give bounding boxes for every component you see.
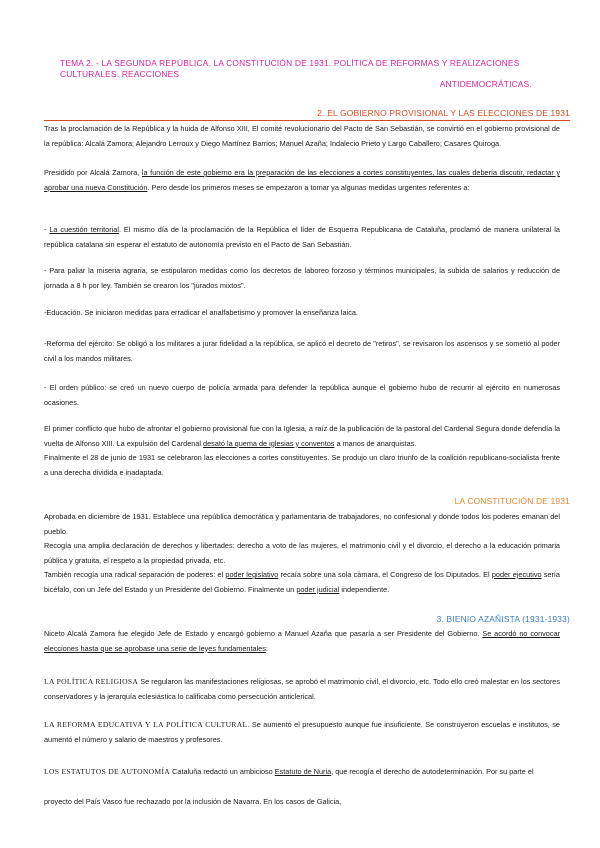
- topic-label: LA POLÍTICA RELIGIOSA: [44, 677, 139, 686]
- bullet-reforma-ejercito: -Reforma del ejército: Se obligó a los militares a jurar fidelidad a la república, se aplicó el decreto de "retiros", se revisaron los ascensos y se sometió al poder civil a los mandos militares.: [44, 339, 560, 363]
- paragraph-gobierno-provisional: Tras la proclamación de la República y la huida de Alfonso XIII, El comité revolucionario del Pacto de San Sebastián, se convirtió en el gobierno provisional de la república: Alcalá Zamora; Alejandro Lerroux y Diego Martínez Barrios; Manuel Azaña; Indalecio Prieto y Largo Caballero; Casares Quiroga.: [44, 124, 560, 148]
- text-segment: a manos de anarquistas.: [334, 438, 417, 448]
- underlined-text: desató la quema de iglesias y conventos: [203, 438, 335, 448]
- text-segment: Niceto Alcalá Zamora fue elegido Jefe de Estado y encargó gobierno a Manuel Azaña que pasaría a ser Presidente del Gobierno.: [44, 629, 483, 638]
- text-segment: -: [44, 225, 50, 234]
- paragraph-elecciones: Finalmente el 28 de junio de 1931 se celebraron las elecciones a cortes constituyentes. Se produjo un claro triunfo de la coalición republicano-socialista frente a una derecha dividida e inadaptada.: [44, 453, 560, 477]
- paragraph-niceto: [44, 627, 560, 656]
- paragraph-separacion-poderes: [44, 568, 560, 597]
- topic-label: LA REFORMA EDUCATIVA Y LA POLÍTICA CULTURAL: [44, 720, 248, 729]
- underlined-text: Se acordó no convocar elecciones hasta que se aprobase una serie de leyes fundamentales: [44, 629, 560, 653]
- paragraph-conflicto-iglesia: [44, 422, 560, 451]
- text-segment: :: [265, 643, 268, 653]
- paragraph-presidido: [44, 166, 560, 195]
- paragraph-reforma-educativa: [44, 718, 560, 747]
- paragraph-derechos: Recogía una amplia declaración de derechos y libertades: derecho a voto de las mujeres, el matrimonio civil y el divorcio, el derecho a la educación primaria pública y gratuita, el respeto a la propiedad privada, etc.: [44, 541, 560, 565]
- text-segment: . Pero desde los primeros meses se empezaron a tomar ya algunas medidas urgentes referentes a:: [147, 182, 470, 192]
- topic-label: LOS ESTATUTOS DE AUTONOMÍA: [44, 767, 171, 776]
- document-title-line-2: ANTIDEMOCRÁTICAS.: [439, 79, 532, 89]
- text-segment: El primer conflicto que hubo de afrontar el gobierno provisional fue con la Iglesia, a raíz de la publicación de la pastoral del Cardenal Segura donde defendía la vuelta de Alfonso XIII. La expulsión del Cardenal: [44, 424, 560, 448]
- section-heading-constitucion: LA CONSTITUCIÓN DE 1931: [454, 496, 570, 506]
- paragraph-aprobada: Aprobada en diciembre de 1931. Establece una república democrática y parlamentaria de trabajadores, no confesional y donde todos los poderes emanan del pueblo.: [44, 512, 560, 536]
- section-divider: [44, 120, 570, 121]
- text-segment: Presidido por Alcalá Zamora,: [44, 168, 142, 177]
- underlined-text: La cuestión territorial: [49, 225, 119, 234]
- text-segment: . El mismo día de la proclamación de la República el líder de Esquerra Republicana de Cataluña, proclamó de manera unilateral la república catalana sin esperar el estatuto de autonomía previsto en el Pacto de San Sebastián.: [44, 225, 560, 249]
- bullet-miseria-agraria: - Para paliar la miseria agraria, se estipularon medidas como los decretos de laboreo forzoso y términos municipales, la subida de salarios y reducción de jornada a 8 h por ley. También se crearon los "jurados mixtos".: [44, 266, 560, 290]
- section-heading-gobierno-provisional: 2. EL GOBIERNO PROVISIONAL Y LAS ELECCIONES DE 1931: [317, 108, 570, 118]
- underlined-text: poder legislativo: [225, 570, 279, 579]
- bullet-educacion: -Educación. Se iniciaron medidas para erradicar el analfabetismo y promover la enseñanza laica.: [44, 308, 358, 317]
- underlined-text: poder judicial: [296, 584, 340, 594]
- paragraph-politica-religiosa: [44, 675, 560, 704]
- document-title-line-1: TEMA 2. - LA SEGUNDA REPÚBLICA. LA CONSTITUCIÓN DE 1931. POLÍTICA DE REFORMAS Y REALIZACIONES CULTURALES. REACCIONES: [60, 58, 520, 79]
- underlined-text: Estatuto de Nuria: [274, 767, 332, 776]
- text-segment: Cataluña redactó un ambicioso: [170, 767, 275, 776]
- text-segment: independiente.: [339, 584, 390, 594]
- underlined-text: poder ejecutivo: [491, 570, 542, 579]
- paragraph-estatutos: [44, 765, 560, 780]
- text-segment: También recogía una radical separación de poderes: el: [44, 570, 226, 579]
- text-segment: sería bicéfalo, con un Jefe del Estado y un Presidente del Gobierno. Finalmente un: [44, 570, 560, 594]
- paragraph-pais-vasco: proyecto del País Vasco fue rechazado por la inclusión de Navarra. En los casos de Galicia,: [44, 797, 342, 806]
- bullet-orden-publico: - El orden público: se creó un nuevo cuerpo de policía armada para defender la república aunque el gobierno hubo de recurrir al ejército en numerosas ocasiones.: [44, 383, 560, 407]
- section-heading-bienio-azanista: 3. BIENIO AZAÑISTA (1931-1933): [436, 614, 570, 624]
- bullet-cuestion-territorial: [44, 223, 560, 252]
- text-segment: recaía sobre una sola cámara, el Congreso de los Diputados. El: [278, 570, 492, 579]
- text-segment: . Se aumentó el presupuesto aunque fue insuficiente. Se construyeron escuelas e institutos, se aumentó el número y salario de maestros y profesores.: [44, 720, 560, 744]
- text-segment: , que recogía el derecho de autodeterminación. Por su parte el: [331, 767, 534, 776]
- underlined-text: la función de este gobierno era la preparación de las elecciones a cortes constituyentes, las cuales debería discutir, redactar y aprobar una nueva Constitución: [44, 168, 560, 192]
- text-segment: Se regularon las manifestaciones religiosas, se aprobó el matrimonio civil, el divorcio, etc. Todo ello creó malestar en los sectores conservadores y la jerarquía eclesiástica lo calificaba como persecución anticlerical.: [44, 677, 560, 701]
